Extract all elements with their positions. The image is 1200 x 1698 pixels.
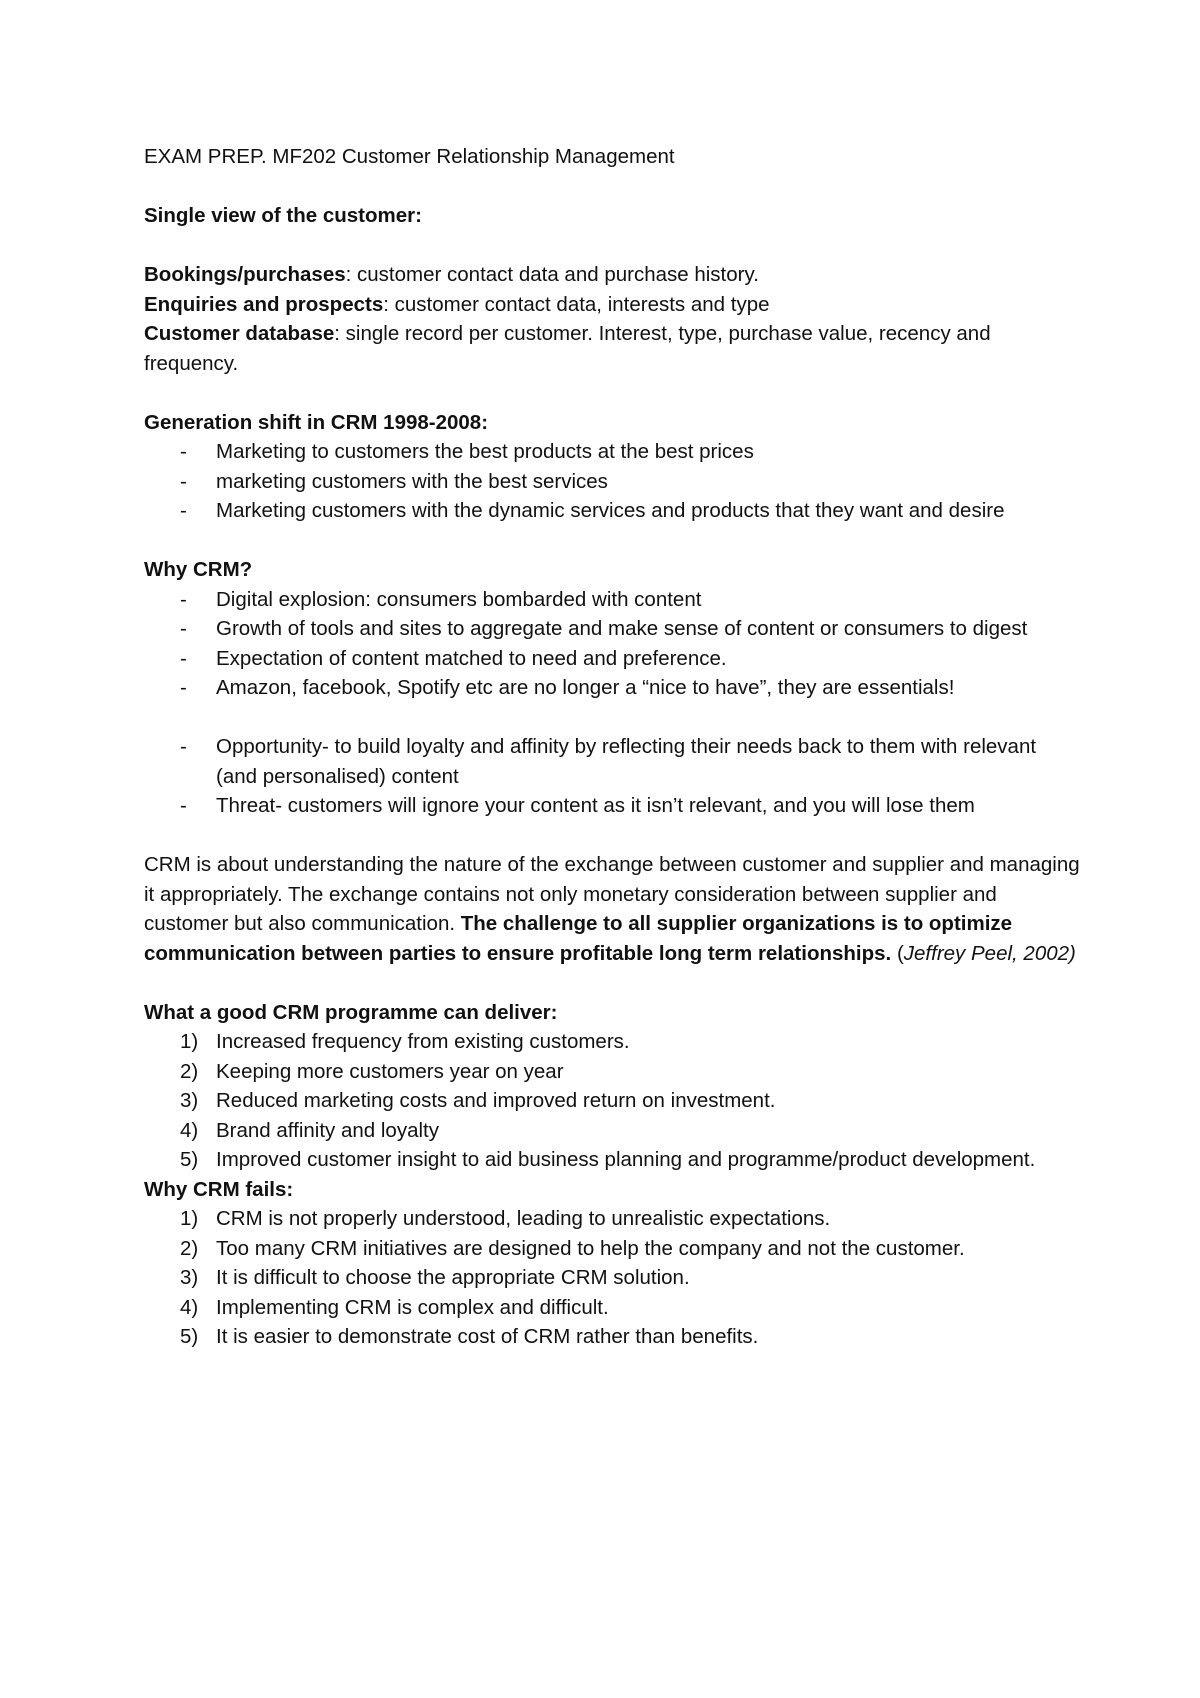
- list-item: [144, 1204, 1084, 1234]
- list-item: [144, 496, 1084, 526]
- deliver-heading: What a good CRM programme can deliver:: [144, 1000, 558, 1024]
- number-marker: 5): [180, 1148, 199, 1171]
- list-item-text: Reduced marketing costs and improved return on investment.: [216, 1089, 776, 1112]
- list-item-text: Opportunity- to build loyalty and affinity by reflecting their needs back to them with relevant (and personalised) content: [216, 735, 1037, 788]
- list-item: [144, 1263, 1084, 1293]
- quote-text: CRM is about understanding the nature of the exchange between customer and supplier and managing it appropriately. The exchange contains not only monetary consideration between supplier and customer but also communication.: [144, 853, 1080, 935]
- number-marker: 2): [180, 1059, 199, 1083]
- definition-database: [144, 319, 1084, 378]
- document-page: [144, 142, 1084, 1352]
- list-item: [144, 614, 1084, 644]
- dash-marker: -: [180, 440, 187, 463]
- spacer: [144, 231, 1084, 261]
- list-item-text: Brand affinity and loyalty: [216, 1118, 439, 1142]
- number-marker: 1): [180, 1207, 199, 1230]
- list-item-text: Keeping more customers year on year: [216, 1059, 564, 1083]
- dash-marker: -: [180, 646, 187, 670]
- list-item-text: Threat- customers will ignore your content as it isn’t relevant, and you will lose them: [216, 794, 975, 817]
- definition-text: : customer contact data, interests and type: [383, 292, 770, 316]
- fails-heading: Why CRM fails:: [144, 1177, 294, 1201]
- list-item: [144, 1145, 1084, 1175]
- list-item: [144, 1322, 1084, 1352]
- quote-bold-text: The challenge to all supplier organizations is to optimize communication between parties to ensure profitable long term relationships.: [144, 912, 1013, 965]
- list-item-text: Implementing CRM is complex and difficult.: [216, 1295, 609, 1319]
- spacer: [144, 968, 1084, 998]
- dash-marker: -: [180, 794, 187, 817]
- generation-heading: Generation shift in CRM 1998-2008:: [144, 410, 489, 434]
- number-marker: 4): [180, 1118, 199, 1142]
- quote-separator: (: [891, 941, 904, 965]
- list-item: [144, 791, 1084, 821]
- definition-term: Customer database: [144, 322, 335, 345]
- list-item: [144, 467, 1084, 497]
- quote-citation: Jeffrey Peel, 2002): [903, 941, 1076, 965]
- list-item: [144, 644, 1084, 674]
- definition-enquiries: [144, 290, 1084, 320]
- list-item-text: marketing customers with the best services: [216, 469, 608, 493]
- definition-term: Bookings/purchases: [144, 263, 346, 286]
- single-view-heading: Single view of the customer:: [144, 204, 422, 227]
- list-item-text: Expectation of content matched to need and preference.: [216, 646, 727, 670]
- spacer: [144, 172, 1084, 202]
- list-item: [144, 1234, 1084, 1264]
- spacer: [144, 526, 1084, 556]
- dash-marker: -: [180, 587, 187, 611]
- list-item-text: Too many CRM initiatives are designed to help the company and not the customer.: [216, 1236, 965, 1260]
- list-item: [144, 1086, 1084, 1116]
- list-item-text: It is difficult to choose the appropriate CRM solution.: [216, 1266, 690, 1289]
- list-item: [144, 585, 1084, 615]
- spacer: [144, 703, 1084, 733]
- number-marker: 1): [180, 1030, 199, 1053]
- why-crm-heading: Why CRM?: [144, 558, 253, 581]
- list-item: [144, 1027, 1084, 1057]
- list-item: [144, 437, 1084, 467]
- number-marker: 3): [180, 1089, 199, 1112]
- crm-quote-paragraph: [144, 850, 1084, 968]
- list-item-text: Digital explosion: consumers bombarded with content: [216, 587, 702, 611]
- list-item-text: Marketing to customers the best products at the best prices: [216, 440, 754, 463]
- definition-text: : single record per customer. Interest, type, purchase value, recency and frequency.: [144, 322, 991, 375]
- number-marker: 4): [180, 1295, 199, 1319]
- list-item-text: Improved customer insight to aid business planning and programme/product development.: [216, 1148, 1036, 1171]
- spacer: [144, 378, 1084, 408]
- list-item-text: It is easier to demonstrate cost of CRM rather than benefits.: [216, 1325, 759, 1348]
- list-item-text: Growth of tools and sites to aggregate and make sense of content or consumers to digest: [216, 617, 1028, 640]
- spacer: [144, 821, 1084, 851]
- dash-marker: -: [180, 676, 187, 699]
- dash-marker: -: [180, 617, 187, 640]
- number-marker: 5): [180, 1325, 199, 1348]
- dash-marker: -: [180, 499, 187, 522]
- list-item: [144, 1057, 1084, 1087]
- dash-marker: -: [180, 735, 187, 758]
- list-item-text: Increased frequency from existing customers.: [216, 1030, 630, 1053]
- number-marker: 3): [180, 1266, 199, 1289]
- list-item: [144, 1116, 1084, 1146]
- list-item: [144, 1293, 1084, 1323]
- list-item: [144, 673, 1084, 703]
- dash-marker: -: [180, 469, 187, 493]
- list-item: [144, 732, 1084, 791]
- definition-bookings: [144, 260, 1084, 290]
- definition-text: : customer contact data and purchase history.: [345, 263, 759, 286]
- document-title: EXAM PREP. MF202 Customer Relationship Management: [144, 145, 675, 168]
- list-item-text: Amazon, facebook, Spotify etc are no longer a “nice to have”, they are essentials!: [216, 676, 955, 699]
- list-item-text: CRM is not properly understood, leading to unrealistic expectations.: [216, 1207, 831, 1230]
- definition-term: Enquiries and prospects: [144, 292, 384, 316]
- number-marker: 2): [180, 1236, 199, 1260]
- list-item-text: Marketing customers with the dynamic services and products that they want and desire: [216, 499, 1005, 522]
